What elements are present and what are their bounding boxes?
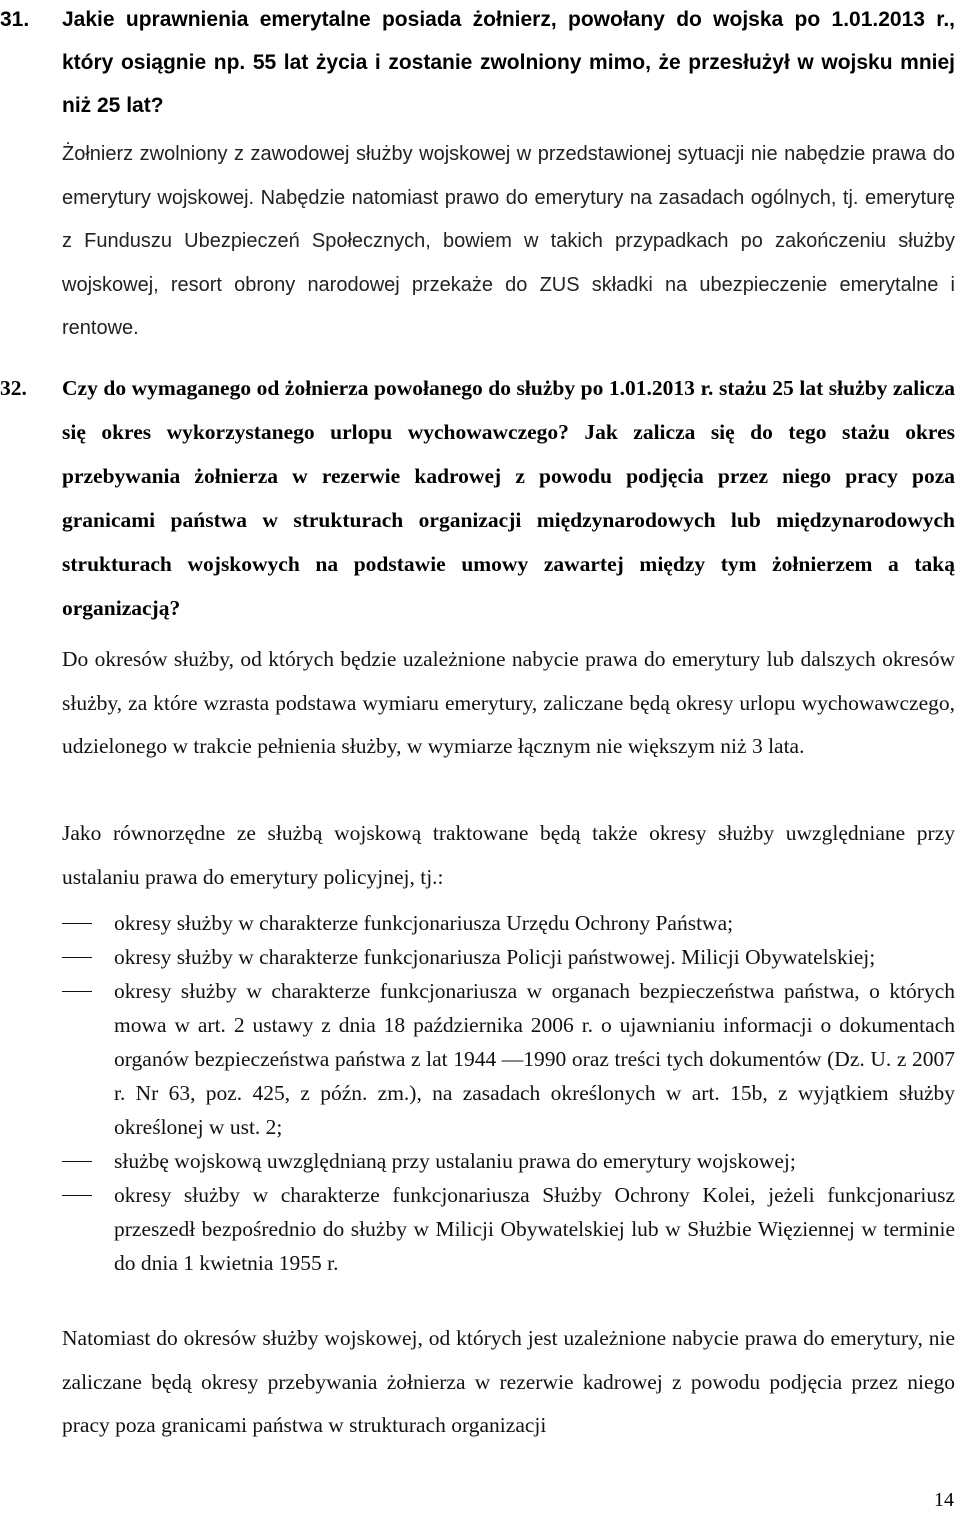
list-item-text: okresy służby w charakterze funkcjonariusza w organach bezpieczeństwa państwa, o których mowa w art. 2 ustawy z dnia 18 października 2006 r. o ujawnianiu informacji o dokumentach organów bezpieczeństwa państwa z lat 1944 —1990 oraz treści tych dokumentów (Dz. U. z 2007 r. Nr 63, poz. 425, z późn. zm.), na zasadach określonych w art. 15b, z wyjątkiem służby określonej w ust. 2; bbox=[114, 979, 955, 1139]
dash-bullet bbox=[62, 1161, 92, 1162]
list-item bbox=[0, 906, 955, 940]
question-number: 31. bbox=[0, 8, 30, 31]
dash-bullet bbox=[62, 1195, 92, 1196]
answer-32-paragraph-2: Jako równorzędne ze służbą wojskową traktowane będą także okresy służby uwzględniane przy ustalaniu prawa do emerytury policyjnej, tj.: bbox=[62, 821, 955, 889]
answer-31-paragraph: Żołnierz zwolniony z zawodowej służby wojskowej w przedstawionej sytuacji nie nabędzie prawa do emerytury wojskowej. Nabędzie natomiast prawo do emerytury na zasadach ogólnych, tj. emeryturę z Funduszu Ubezpieczeń Społecznych, bowiem w takich przypadkach po zakończeniu służby wojskowej, resort obrony narodowej przekaże do ZUS składki na ubezpieczenie emerytalne i rentowe. bbox=[62, 143, 955, 340]
question-31 bbox=[0, 0, 955, 127]
answer-32-paragraph-3: Natomiast do okresów służby wojskowej, od których jest uzależnione nabycie prawa do emerytury, nie zaliczane będą okresy przebywania żołnierza w rezerwie kadrowej z powodu podjęcia przez niego pracy poza granicami państwa w strukturach organizacji bbox=[62, 1326, 955, 1438]
dash-bullet bbox=[62, 957, 92, 958]
list-item-text: okresy służby w charakterze funkcjonariusza Urzędu Ochrony Państwa; bbox=[114, 911, 734, 935]
dash-bullet bbox=[62, 991, 92, 992]
list-item bbox=[0, 940, 955, 974]
answer-32-paragraph-1: Do okresów służby, od których będzie uzależnione nabycie prawa do emerytury lub dalszych okresów służby, za które wzrasta podstawa wymiaru emerytury, zaliczane będą okresy urlopu wychowawczego, udzielonego w trakcie pełnienia służby, w wymiarze łącznym nie większym niż 3 lata. bbox=[62, 647, 955, 759]
list-item-text: okresy służby w charakterze funkcjonariusza Policji państwowej. Milicji Obywatelskiej; bbox=[114, 945, 876, 969]
list-item-text: okresy służby w charakterze funkcjonariusza Służby Ochrony Kolei, jeżeli funkcjonariusz przeszedł bezpośrednio do służby w Milicji Obywatelskiej lub w Służbie Więziennej w terminie do dnia 1 kwietnia 1955 r. bbox=[114, 1183, 955, 1275]
question-number: 32. bbox=[0, 376, 27, 400]
dash-bullet bbox=[62, 923, 92, 924]
page-number: 14 bbox=[934, 1489, 954, 1511]
list-item bbox=[0, 974, 955, 1144]
service-periods-list bbox=[0, 906, 955, 1280]
question-text: Czy do wymaganego od żołnierza powołanego do służby po 1.01.2013 r. stażu 25 lat służby zalicza się okres wykorzystanego urlopu wychowawczego? Jak zalicza się do tego stażu okres przebywania żołnierza w rezerwie kadrowej z powodu podjęcia przez niego pracy poza granicami państwa w strukturach organizacji międzynarodowych lub międzynarodowych strukturach wojskowych na podstawie umowy zawartej między tym żołnierzem a taką organizacją? bbox=[62, 376, 955, 620]
list-item bbox=[0, 1178, 955, 1280]
question-32 bbox=[0, 366, 955, 630]
question-text: Jakie uprawnienia emerytalne posiada żołnierz, powołany do wojska po 1.01.2013 r., który osiągnie np. 55 lat życia i zostanie zwolniony mimo, że przesłużył w wojsku mniej niż 25 lat? bbox=[62, 8, 955, 117]
list-item-text: służbę wojskową uwzględnianą przy ustalaniu prawa do emerytury wojskowej; bbox=[114, 1149, 796, 1173]
list-item bbox=[0, 1144, 955, 1178]
